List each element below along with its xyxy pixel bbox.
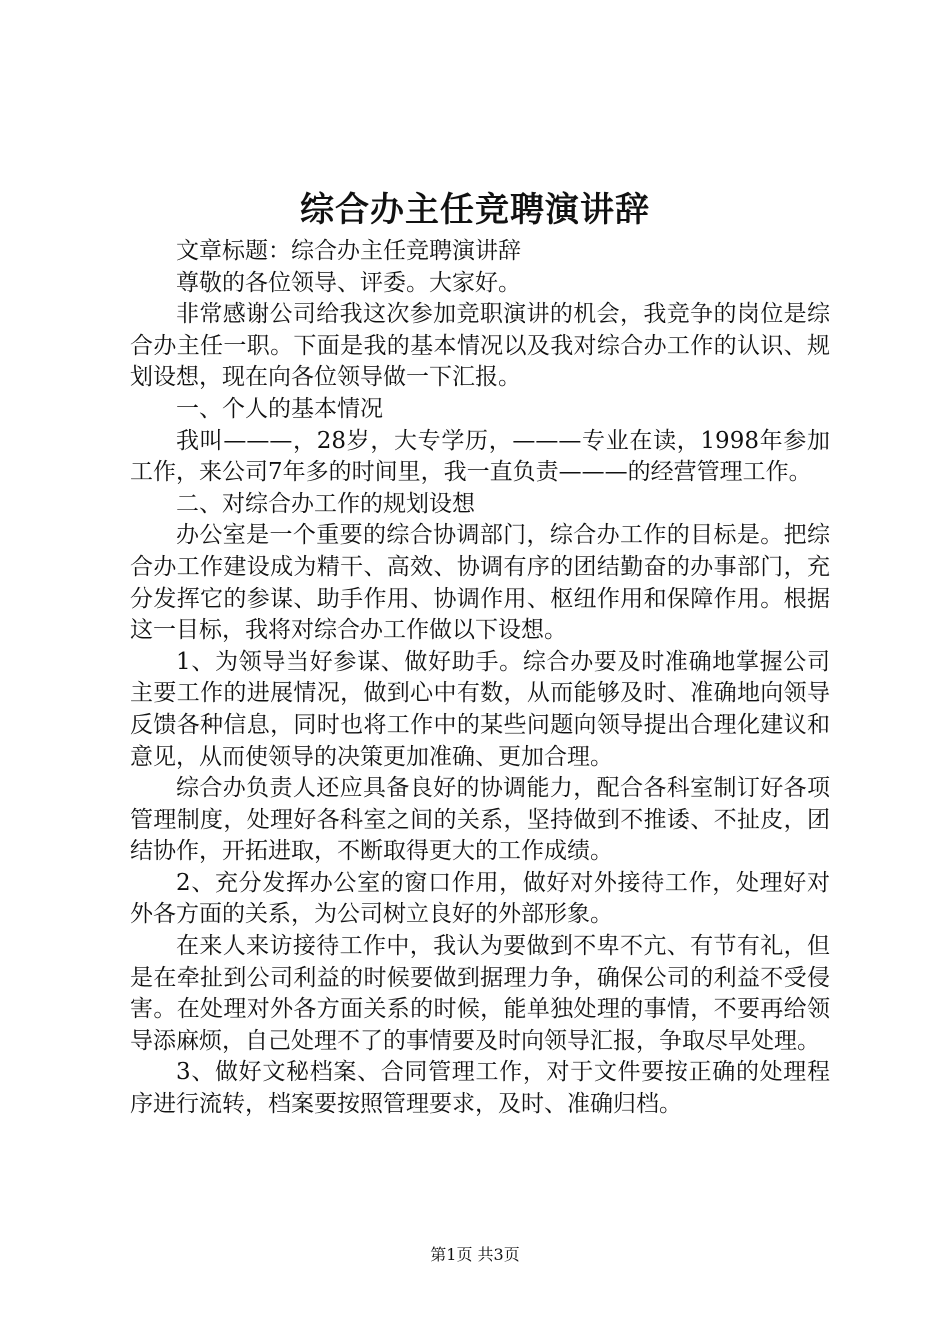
paragraph-coordination: 综合办负责人还应具备良好的协调能力，配合各科室制订好各项管理制度，处理好各科室之间的关系，坚持做到不推诿、不扯皮，团结协作，开拓进取，不断取得更大的工作成绩。 <box>130 775 830 865</box>
paragraph-item-2: 2、充分发挥办公室的窗口作用，做好对外接待工作，处理好对外各方面的关系，为公司树立良好的外部形象。 <box>130 869 830 928</box>
document-body <box>130 236 830 1121</box>
page-number-footer: 第1页 共3页 <box>430 1245 520 1264</box>
paragraph-basic-info: 我叫———，28岁，大专学历，———专业在读，1998年参加工作，来公司7年多的时间里，我一直负责———的经营管理工作。 <box>130 427 830 486</box>
paragraph-reception: 在来人来访接待工作中，我认为要做到不卑不亢、有节有礼，但是在牵扯到公司利益的时候要做到据理力争，确保公司的利益不受侵害。在处理对外各方面关系的时候，能单独处理的事情，不要再给领导添麻烦，自己处理不了的事情要及时向领导汇报，争取尽早处理。 <box>130 933 830 1054</box>
paragraph-office-goal: 办公室是一个重要的综合协调部门，综合办工作的目标是。把综合办工作建设成为精干、高效、协调有序的团结勤奋的办事部门，充分发挥它的参谋、助手作用、协调作用、枢纽作用和保障作用。根据这一目标，我将对综合办工作做以下设想。 <box>130 522 830 644</box>
section-heading-plan: 二、对综合办工作的规划设想 <box>176 490 475 517</box>
paragraph-item-1: 1、为领导当好参谋、做好助手。综合办要及时准确地掌握公司主要工作的进展情况，做到心中有数，从而能够及时、准确地向领导反馈各种信息，同时也将工作中的某些问题向领导提出合理化建议和意见，从而使领导的决策更加准确、更加合理。 <box>130 648 830 770</box>
paragraph-greeting: 尊敬的各位领导、评委。大家好。 <box>176 269 521 296</box>
document-title: 综合办主任竞聘演讲辞 <box>300 190 650 230</box>
paragraph-article-title: 文章标题：综合办主任竞聘演讲辞 <box>176 238 521 264</box>
paragraph-item-3: 3、做好文秘档案、合同管理工作，对于文件要按正确的处理程序进行流转，档案要按照管理要求，及时、准确归档。 <box>130 1059 830 1118</box>
section-heading-basic-info: 一、个人的基本情况 <box>176 395 383 422</box>
paragraph-intro: 非常感谢公司给我这次参加竞职演讲的机会，我竞争的岗位是综合办主任一职。下面是我的基本情况以及我对综合办工作的认识、规划设想，现在向各位领导做一下汇报。 <box>130 301 830 391</box>
